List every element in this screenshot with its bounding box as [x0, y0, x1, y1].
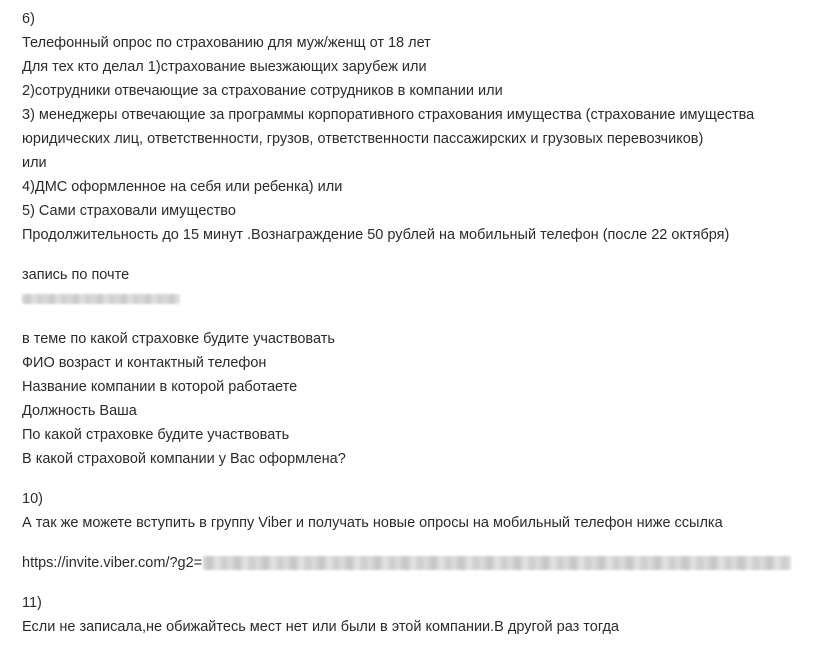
redacted-link: [203, 556, 791, 570]
criteria-line-3: 3) менеджеры отвечающие за программы корпоративного страхования имущества (страхование имущества: [22, 107, 755, 123]
duration-reward: Продолжительность до 15 минут .Вознаграждение 50 рублей на мобильный телефон (после 22 октября): [22, 227, 730, 243]
criteria-line-2: 2)сотрудники отвечающие за страхование сотрудников в компании или: [22, 83, 503, 99]
requirement-company: Название компании в которой работаете: [22, 379, 298, 395]
criteria-line-5: 5) Сами страховали имущество: [22, 203, 236, 219]
viber-invite-text: А так же можете вступить в группу Viber и получать новые опросы на мобильный телефон ниже ссылка: [22, 515, 723, 531]
section-11-number: 11): [22, 595, 42, 611]
requirement-subject: в теме по какой страховке будите участвовать: [22, 331, 335, 347]
closing-note: Если не записала,не обижайтесь мест нет или были в этой компании.В другой раз тогда: [22, 619, 619, 635]
viber-link[interactable]: https://invite.viber.com/?g2=: [22, 555, 203, 571]
email-row: [22, 287, 822, 311]
survey-title: Телефонный опрос по страхованию для муж/женщ от 18 лет: [22, 35, 431, 51]
spacer: [22, 311, 822, 327]
spacer: [22, 535, 822, 551]
criteria-line-3-continued: юридических лиц, ответственности, грузов, ответственности пассажирских и грузовых перевозчиков): [22, 131, 704, 147]
criteria-line-1: Для тех кто делал 1)страхование выезжающих зарубеж или: [22, 59, 427, 75]
viber-link-row: [22, 551, 822, 575]
spacer: [22, 247, 822, 263]
signup-label: запись по почте: [22, 267, 130, 283]
document-body: [22, 7, 822, 639]
requirement-insurance-type: По какой страховке будите участвовать: [22, 427, 290, 443]
criteria-line-4: 4)ДМС оформленное на себя или ребенка) или: [22, 179, 343, 195]
spacer: [22, 471, 822, 487]
spacer: [22, 575, 822, 591]
criteria-or: или: [22, 155, 47, 171]
section-10-number: 10): [22, 491, 43, 507]
requirement-name-age-phone: ФИО возраст и контактный телефон: [22, 355, 267, 371]
requirement-position: Должность Ваша: [22, 403, 137, 419]
redacted-email: [22, 294, 180, 304]
section-6-number: 6): [22, 11, 35, 27]
requirement-insurer: В какой страховой компании у Вас оформлена?: [22, 451, 346, 467]
